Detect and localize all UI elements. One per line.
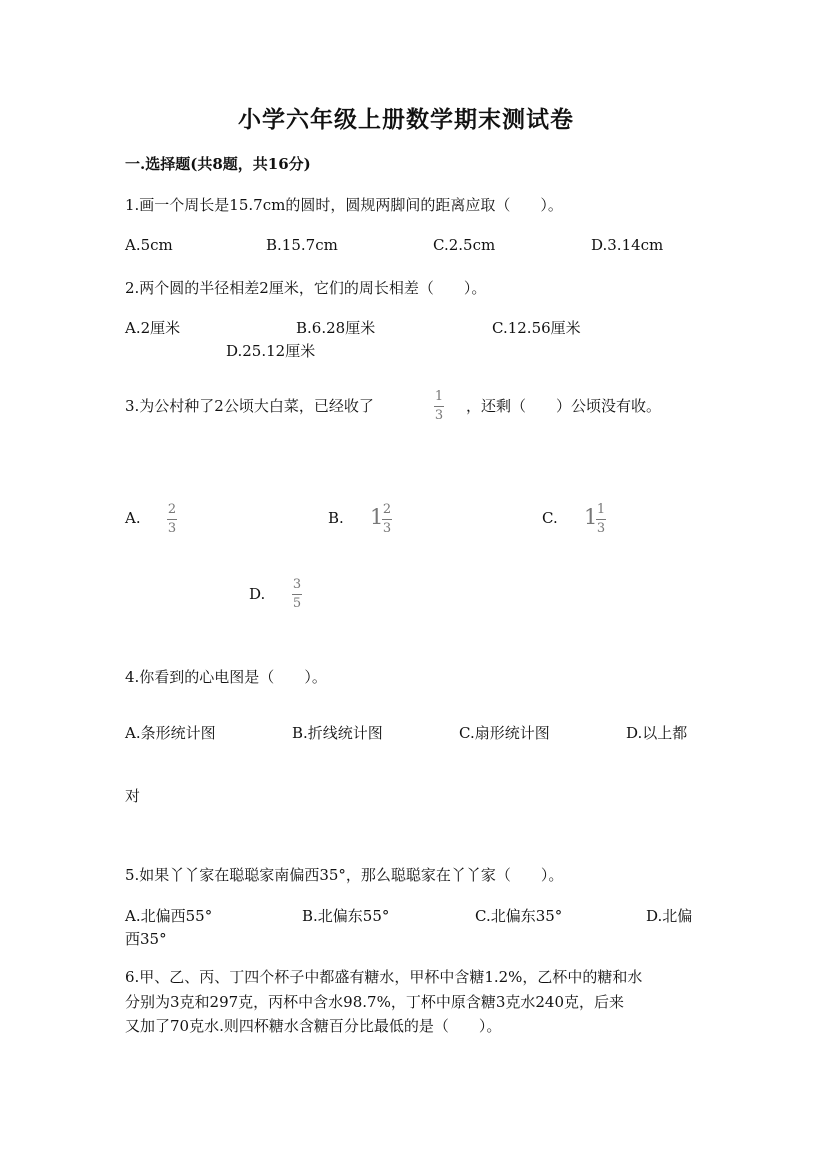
question-3-text-after: ，还剩（ ）公顷没有收。 (466, 397, 662, 415)
q3-option-c-whole: 1 (584, 505, 598, 529)
q5-option-a: A.北偏西55° (125, 907, 213, 925)
question-2-text: 2.两个圆的半径相差2厘米，它们的周长相差（ ）。 (125, 279, 487, 297)
fraction-denominator: 3 (167, 521, 177, 536)
q4-option-b: B.折线统计图 (292, 724, 383, 742)
q3-fraction-denominator: 3 (434, 408, 444, 423)
fraction-numerator: 2 (382, 502, 392, 517)
q1-option-d: D.3.14cm (591, 236, 664, 254)
q5-option-b: B.北偏东55° (302, 907, 390, 925)
section-heading: 一.选择题(共8题，共16分) (125, 155, 311, 173)
q3-option-b-whole: 1 (370, 505, 384, 529)
fraction-bar (292, 594, 302, 595)
fraction-bar (596, 519, 606, 520)
question-5-text: 5.如果丫丫家在聪聪家南偏西35°，那么聪聪家在丫丫家（ ）。 (125, 866, 564, 884)
q5-option-d: D.北偏 (646, 907, 693, 925)
question-6-line-1: 6.甲、乙、丙、丁四个杯子中都盛有糖水，甲杯中含糖1.2%，乙杯中的糖和水 (125, 968, 643, 986)
q2-option-c: C.12.56厘米 (492, 319, 581, 337)
q5-option-d-wrap: 西35° (125, 930, 167, 948)
fraction-denominator: 5 (292, 596, 302, 611)
q1-option-a: A.5cm (125, 236, 173, 254)
q2-option-b: B.6.28厘米 (296, 319, 376, 337)
q3-option-d-label: D. (249, 585, 266, 603)
fraction-bar (382, 519, 392, 520)
q3-option-c-fraction (596, 503, 606, 535)
fraction-numerator: 3 (292, 577, 302, 592)
fraction-bar (434, 406, 444, 407)
fraction-denominator: 3 (382, 521, 392, 536)
question-1-text: 1.画一个周长是15.7cm的圆时，圆规两脚间的距离应取（ ）。 (125, 196, 563, 214)
question-6-line-3: 又加了70克水.则四杯糖水含糖百分比最低的是（ ）。 (125, 1017, 502, 1035)
fraction-bar (167, 519, 177, 520)
fraction-numerator: 2 (167, 502, 177, 517)
question-3-text-before: 3.为公村种了2公顷大白菜，已经收了 (125, 397, 374, 415)
question-4-text: 4.你看到的心电图是（ ）。 (125, 668, 327, 686)
q3-fraction-numerator: 1 (434, 389, 444, 404)
q2-option-d: D.25.12厘米 (226, 342, 316, 360)
q4-option-d: D.以上都 (626, 724, 688, 742)
q3-option-b-fraction (382, 503, 392, 535)
q5-option-c: C.北偏东35° (475, 907, 563, 925)
q1-option-b: B.15.7cm (266, 236, 338, 254)
q2-option-a: A.2厘米 (125, 319, 181, 337)
q4-option-c: C.扇形统计图 (459, 724, 550, 742)
q3-option-a-label: A. (125, 509, 141, 527)
q4-option-a: A.条形统计图 (125, 724, 216, 742)
fraction-numerator: 1 (596, 502, 606, 517)
q3-option-d-fraction (292, 578, 302, 610)
question-6-line-2: 分别为3克和297克，丙杯中含水98.7%，丁杯中原含糖3克水240克，后来 (125, 993, 625, 1011)
q3-fraction (434, 390, 444, 422)
q3-option-b-label: B. (328, 509, 344, 527)
q3-option-a-fraction (167, 503, 177, 535)
page-title: 小学六年级上册数学期末测试卷 (238, 106, 574, 133)
q1-option-c: C.2.5cm (433, 236, 496, 254)
q4-option-d-wrap: 对 (125, 787, 141, 805)
q3-option-c-label: C. (542, 509, 558, 527)
fraction-denominator: 3 (596, 521, 606, 536)
